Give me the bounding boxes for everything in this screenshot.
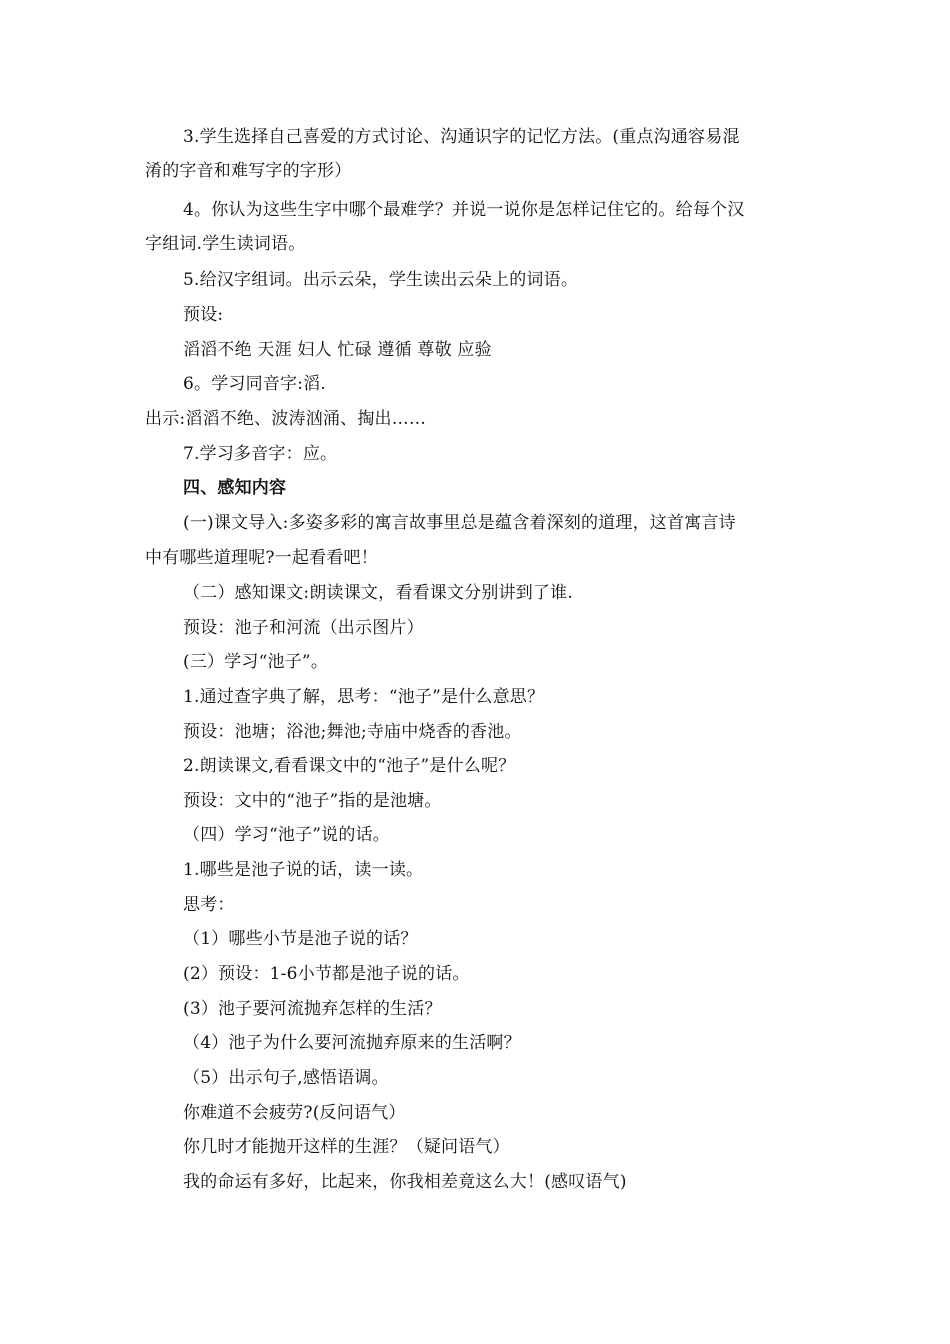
paragraph-line: 7.学习多音字：应。 <box>183 444 338 464</box>
paragraph-line: 中有哪些道理呢?一起看看吧！ <box>145 548 378 568</box>
paragraph-line: （二）感知课文:朗读课文，看看课文分别讲到了谁. <box>183 583 573 603</box>
paragraph-line: （四）学习“池子”说的话。 <box>183 825 390 845</box>
paragraph-line: (2）预设：1-6小节都是池子说的话。 <box>183 964 470 984</box>
paragraph-line: 6。学习同音字:滔. <box>183 374 326 394</box>
paragraph-line: 你难道不会疲劳?(反问语气） <box>183 1103 406 1123</box>
paragraph-line: 预设：池塘；浴池;舞池;寺庙中烧香的香池。 <box>183 722 522 742</box>
paragraph-line: 1.哪些是池子说的话，读一读。 <box>183 860 424 880</box>
paragraph-line: (三）学习“池子”。 <box>183 652 329 672</box>
paragraph-line: 预设：文中的“池子”指的是池塘。 <box>183 791 442 811</box>
paragraph-line: (一)课文导入:多姿多彩的寓言故事里总是蕴含着深刻的道理，这首寓言诗 <box>183 513 736 533</box>
paragraph-line: 字组词.学生读词语。 <box>145 234 306 254</box>
paragraph-line: 4。你认为这些生字中哪个最难学？并说一说你是怎样记住它的。给每个汉 <box>183 200 745 220</box>
paragraph-line: 淆的字音和难写字的字形） <box>145 161 352 181</box>
paragraph-line: （5）出示句子,感悟语调。 <box>183 1068 389 1088</box>
paragraph-line: （4）池子为什么要河流抛弃原来的生活啊？ <box>183 1033 521 1053</box>
vocabulary-line: 滔滔不绝 天涯 妇人 忙碌 遵循 尊敬 应验 <box>183 340 492 360</box>
paragraph-line: 我的命运有多好，比起来，你我相差竟这么大！(感叹语气) <box>183 1172 627 1192</box>
paragraph-line: 1.通过查字典了解，思考：“池子”是什么意思？ <box>183 687 545 707</box>
section-heading: 四、感知内容 <box>183 478 287 498</box>
paragraph-line: 5.给汉字组词。出示云朵，学生读出云朵上的词语。 <box>183 270 579 290</box>
paragraph-line: 出示:滔滔不绝、波涛汹涌、掏出…… <box>145 409 427 429</box>
paragraph-line: 预设: <box>183 305 224 325</box>
paragraph-line: 3.学生选择自己喜爱的方式讨论、沟通识字的记忆方法。(重点沟通容易混 <box>183 127 740 147</box>
paragraph-line: (3）池子要河流抛弃怎样的生活？ <box>183 999 442 1019</box>
paragraph-line: 2.朗读课文,看看课文中的“池子”是什么呢？ <box>183 756 516 776</box>
paragraph-line: （1）哪些小节是池子说的话？ <box>183 929 418 949</box>
paragraph-line: 思考： <box>183 895 235 915</box>
paragraph-line: 预设：池子和河流（出示图片） <box>183 618 424 638</box>
paragraph-line: 你几时才能抛开这样的生涯？（疑问语气） <box>183 1137 510 1157</box>
